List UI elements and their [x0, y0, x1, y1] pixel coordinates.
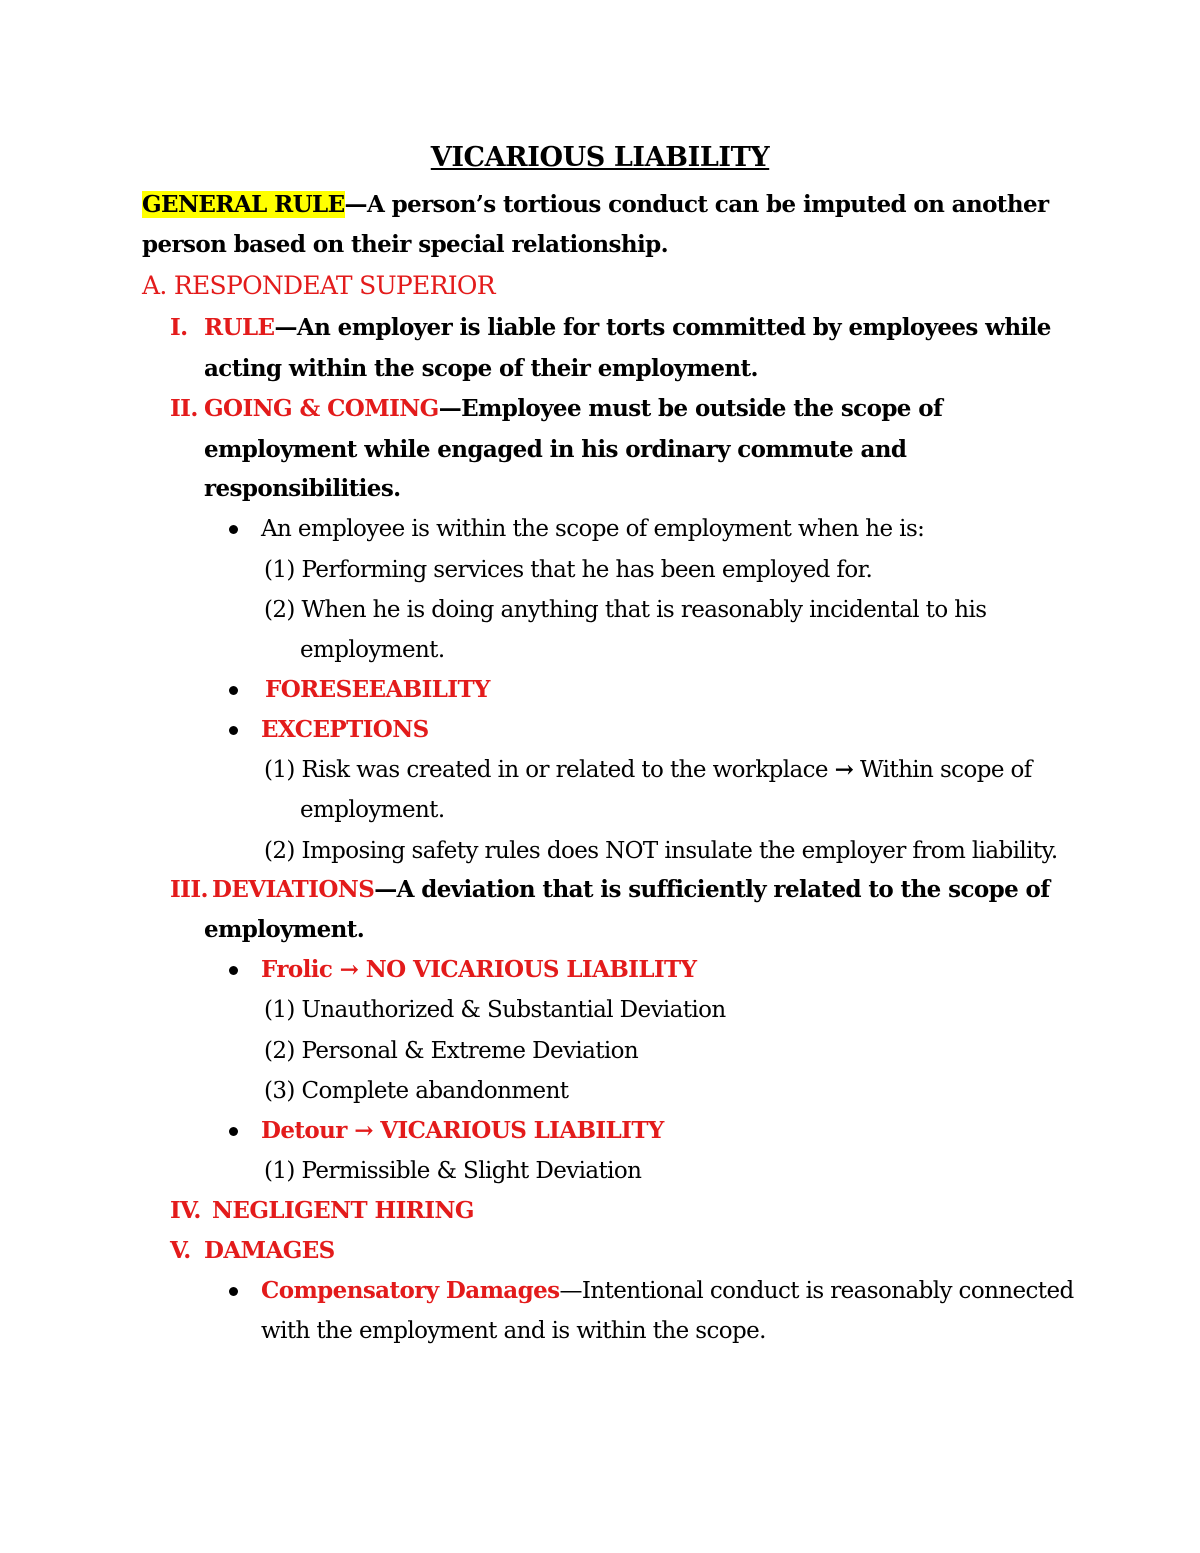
going-coming-label: GOING & COMING: [204, 395, 439, 422]
compensatory-text-line1: Intentional conduct is reasonably connected: [581, 1278, 1074, 1304]
frolic-label: Frolic → NO VICARIOUS LIABILITY: [261, 956, 697, 983]
bullet-icon: [229, 525, 238, 534]
general-rule-label: GENERAL RULE: [142, 191, 345, 218]
rule-line1: [204, 313, 1051, 343]
compensatory-label: Compensatory Damages: [261, 1277, 560, 1304]
scope-item-2-line2: employment.: [300, 637, 445, 663]
compensatory-text-line2: with the employment and is within the scope.: [261, 1318, 766, 1344]
exception-item-1-line2: employment.: [300, 797, 445, 823]
section-a-heading: A. RESPONDEAT SUPERIOR: [142, 271, 495, 300]
general-rule-text-line2: person based on their special relationship.: [142, 231, 668, 258]
bullet-icon: [229, 686, 238, 695]
scope-item-1: (1) Performing services that he has been employed for.: [264, 557, 873, 583]
general-rule-line1: [142, 190, 1049, 220]
frolic-item: (3) Complete abandonment: [264, 1078, 569, 1104]
rule-text-line2: acting within the scope of their employment.: [204, 355, 758, 382]
negligent-hiring-numeral: IV.: [170, 1197, 201, 1224]
scope-bullet-text: An employee is within the scope of employment when he is:: [261, 516, 925, 542]
rule-text-line1: An employer is liable for torts committed by employees while: [296, 314, 1051, 341]
frolic-item: (2) Personal & Extreme Deviation: [264, 1038, 639, 1064]
going-coming-text-line1: Employee must be outside the scope of: [461, 395, 943, 422]
going-coming-text-line3: responsibilities.: [204, 475, 401, 502]
bullet-icon: [229, 966, 238, 975]
going-coming-text-line2: employment while engaged in his ordinary commute and: [204, 436, 907, 463]
damages-label: DAMAGES: [204, 1237, 335, 1264]
bullet-icon: [229, 726, 238, 735]
going-coming-dash: —: [438, 395, 462, 422]
damages-numeral: V.: [170, 1237, 191, 1264]
rule-dash: —: [274, 314, 297, 341]
deviations-dash: —: [374, 876, 397, 903]
frolic-item: (1) Unauthorized & Substantial Deviation: [264, 997, 726, 1023]
exceptions-label: EXCEPTIONS: [261, 716, 429, 743]
foreseeability-label: FORESEEABILITY: [265, 676, 490, 703]
general-rule-dash: —: [344, 191, 367, 218]
detour-label: Detour → VICARIOUS LIABILITY: [261, 1117, 664, 1144]
deviations-text-line2: employment.: [204, 916, 365, 943]
rule-numeral: I.: [170, 314, 188, 341]
page-title: VICARIOUS LIABILITY: [430, 142, 770, 173]
deviations-text-line1: A deviation that is sufficiently related to the scope of: [396, 876, 1050, 903]
rule-label: RULE: [204, 314, 275, 341]
deviations-label: DEVIATIONS: [212, 876, 375, 903]
right-arrow-icon: →: [834, 756, 854, 783]
exception-item-1-pre: (1) Risk was created in or related to the workplace: [264, 757, 835, 783]
general-rule-text-line1: A person’s tortious conduct can be imputed on another: [366, 191, 1049, 218]
going-coming-line1: [204, 394, 942, 424]
detour-item: (1) Permissible & Slight Deviation: [264, 1158, 642, 1184]
exception-item-1-post: Within scope of: [853, 757, 1032, 783]
compensatory-line1: [261, 1276, 1074, 1306]
scope-item-2-line1: (2) When he is doing anything that is reasonably incidental to his: [264, 597, 987, 623]
deviations-line1: [212, 875, 1050, 905]
exception-item-1-line1: [264, 755, 1032, 785]
compensatory-dash: —: [559, 1278, 582, 1304]
bullet-icon: [229, 1127, 238, 1136]
negligent-hiring-label: NEGLIGENT HIRING: [212, 1197, 474, 1224]
exception-item-2: (2) Imposing safety rules does NOT insulate the employer from liability.: [264, 838, 1058, 864]
bullet-icon: [229, 1287, 238, 1296]
deviations-numeral: III.: [170, 876, 208, 903]
going-coming-numeral: II.: [170, 395, 198, 422]
